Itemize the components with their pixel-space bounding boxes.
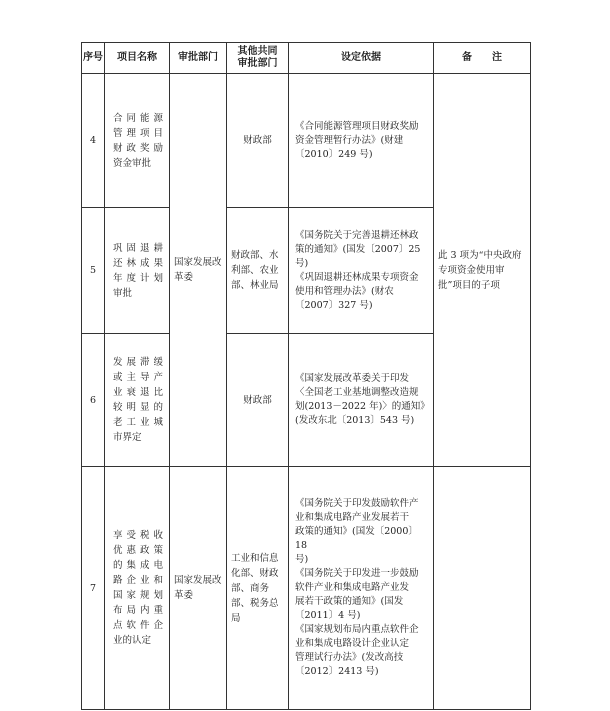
row-basis [289, 467, 434, 710]
row-dept [170, 467, 227, 710]
name-line: 业的认定 [113, 635, 152, 646]
name-line: 财政奖励 [113, 142, 163, 154]
name-line: 审批 [113, 287, 133, 299]
basis-line: 《国务院关于印发鼓励软件产 [295, 498, 419, 509]
name-line: 市界定 [113, 432, 142, 443]
name-line: 的集成电 [113, 560, 163, 571]
name-line: 老工业城 [113, 417, 163, 428]
name-line: 业衰退比 [113, 387, 163, 398]
row-other: 财政部 [227, 334, 289, 467]
group-dept [170, 74, 227, 467]
name-line: 或主导产 [113, 372, 163, 383]
basis-line: 《合同能源管理项目财政奖励 [295, 120, 419, 132]
basis-line: 业和集成电路设计企业认定 [295, 638, 410, 649]
basis-line: 号) [295, 554, 309, 565]
basis-line: 《国务院关于完善退耕还林政 [295, 229, 419, 241]
table-row [82, 74, 531, 208]
basis-line: 资金管理暂行办法》(财建 [295, 134, 404, 146]
row-other: 财政部 [227, 74, 289, 208]
basis-line: 展若干政策的通知》(国发 [295, 596, 404, 607]
basis-line: 《国务院关于印发进一步鼓励 [295, 568, 419, 579]
basis-line: 〔2007〕327 号) [295, 299, 373, 311]
table-header-row [82, 43, 531, 74]
approval-items-table [81, 42, 531, 710]
basis-line: 管理试行办法》(发改高技 [295, 652, 404, 663]
row-other: 工业和信息化部、财政部、商务部、税务总局 [227, 467, 289, 710]
basis-line: (发改东北〔2013〕543 号) [295, 415, 415, 426]
row-name [105, 334, 170, 467]
header-other [227, 43, 289, 74]
header-name: 项目名称 [105, 43, 170, 74]
name-line: 优惠政策 [113, 545, 163, 556]
name-line: 管理项目 [113, 127, 163, 139]
name-line: 合同能源 [113, 112, 163, 124]
basis-line: 〔2012〕2413 号) [295, 666, 379, 677]
row-note-empty [434, 467, 531, 710]
name-line: 点软件企 [113, 620, 163, 631]
name-line: 享受税收 [113, 530, 163, 541]
row-basis [289, 208, 434, 334]
name-line: 路企业和 [113, 575, 163, 586]
row-name [105, 467, 170, 710]
name-line: 资金审批 [113, 157, 152, 169]
basis-line: 《国家发展改革委关于印发 [295, 373, 410, 384]
row-no: 6 [82, 334, 105, 467]
row-dept-text: 国家发展改革委 [174, 575, 222, 601]
name-line: 还林成果 [113, 257, 163, 269]
row-basis [289, 334, 434, 467]
basis-line: 〔2010〕249 号) [295, 148, 373, 160]
name-line: 巩固退耕 [113, 242, 163, 254]
row-no: 4 [82, 74, 105, 208]
basis-line: 《巩固退耕还林成果专项资金 [295, 271, 419, 283]
row-name [105, 208, 170, 334]
row-name [105, 74, 170, 208]
basis-line: 业和集成电路产业发展若干 [295, 512, 410, 523]
row-no: 7 [82, 467, 105, 710]
row-no: 5 [82, 208, 105, 334]
header-other-text: 其他共同审批部门 [237, 46, 278, 69]
header-basis: 设定依据 [289, 43, 434, 74]
header-note: 备 注 [434, 43, 531, 74]
header-dept: 审批部门 [170, 43, 227, 74]
basis-line: 〔2011〕4 号) [295, 610, 361, 621]
name-line: 年度计划 [113, 272, 163, 284]
header-no: 序号 [82, 43, 105, 74]
group-note: 此 3 项为“中央政府专项资金使用审批”项目的子项 [434, 74, 531, 467]
group-dept-text: 国家发展改革委 [174, 257, 222, 283]
name-line: 国家规划 [113, 590, 163, 601]
basis-line: 使用和管理办法》(财农 [295, 285, 394, 297]
basis-line: 软件产业和集成电路产业发 [295, 582, 410, 593]
name-line: 布局内重 [113, 605, 163, 616]
basis-line: 划(2013－2022 年)〉的通知》 [295, 401, 430, 412]
basis-line: 政策的通知》(国发〔2000〕18 [295, 526, 418, 551]
name-line: 发展滞缓 [113, 357, 163, 368]
row-other: 财政部、水利部、农业部、林业局 [227, 208, 289, 334]
basis-line: 〈全国老工业基地调整改造规 [295, 387, 419, 398]
basis-line: 《国家规划布局内重点软件企 [295, 624, 419, 635]
table-row [82, 467, 531, 710]
name-line: 较明显的 [113, 402, 163, 413]
basis-line: 策的通知》(国发〔2007〕25 号) [295, 243, 421, 269]
row-basis [289, 74, 434, 208]
